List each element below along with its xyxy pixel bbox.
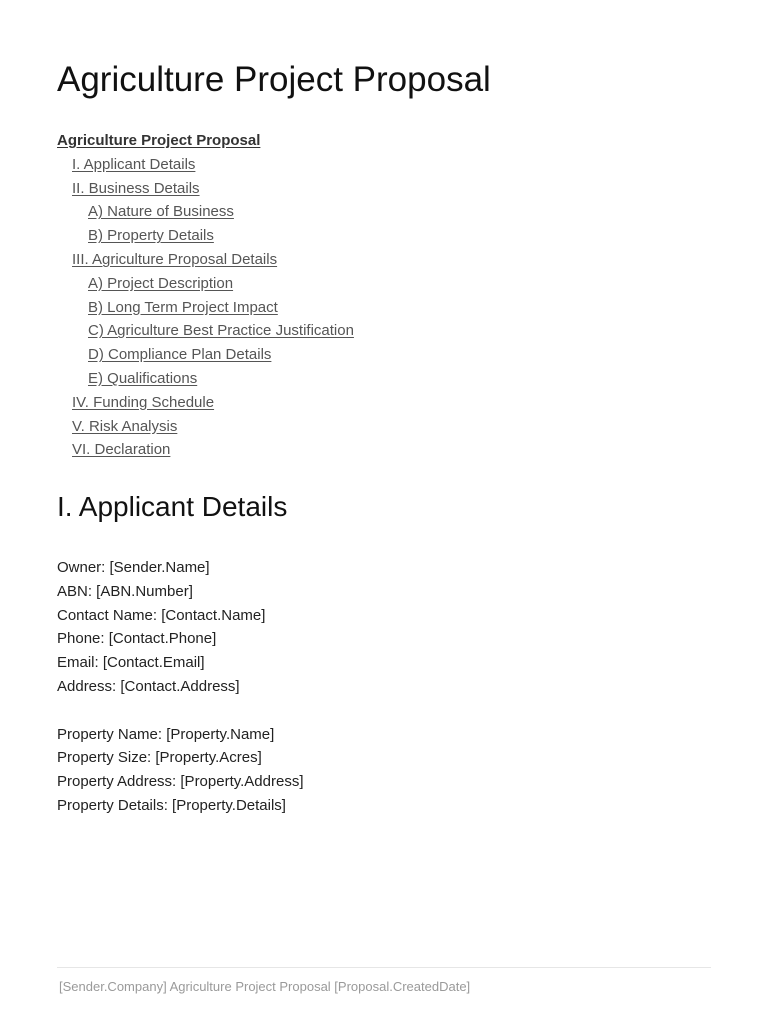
- toc-link-business-details[interactable]: II. Business Details: [72, 179, 200, 197]
- toc-item: [57, 296, 354, 320]
- page-footer: [Sender.Company] Agriculture Project Proposal [Proposal.CreatedDate]: [59, 979, 471, 994]
- toc-link-project-description[interactable]: A) Project Description: [88, 274, 234, 292]
- toc-item: [57, 391, 354, 415]
- toc-link-best-practice-justification[interactable]: C) Agriculture Best Practice Justification: [88, 322, 354, 340]
- document-title: Agriculture Project Proposal: [57, 60, 491, 99]
- toc-link-compliance-plan-details[interactable]: D) Compliance Plan Details: [88, 346, 272, 364]
- toc-item: [57, 248, 354, 272]
- property-address-field: Property Address: [Property.Address]: [57, 773, 304, 791]
- toc-item: [57, 415, 354, 439]
- toc-link-long-term-project-impact[interactable]: B) Long Term Project Impact: [88, 298, 278, 316]
- footer-divider: [57, 967, 711, 968]
- property-name-field: Property Name: [Property.Name]: [57, 725, 275, 743]
- toc-link-agriculture-proposal-details[interactable]: III. Agriculture Proposal Details: [72, 250, 278, 268]
- applicant-details-block: [57, 556, 304, 818]
- toc-item: [57, 438, 354, 462]
- toc-item: [57, 153, 354, 177]
- toc-item: [57, 367, 354, 391]
- toc-link-funding-schedule[interactable]: IV. Funding Schedule: [72, 393, 215, 411]
- toc-link-applicant-details[interactable]: I. Applicant Details: [72, 155, 196, 173]
- address-field: Address: [Contact.Address]: [57, 677, 240, 695]
- toc-item: [57, 224, 354, 248]
- toc-link-nature-of-business[interactable]: A) Nature of Business: [88, 203, 234, 221]
- toc-link-qualifications[interactable]: E) Qualifications: [88, 369, 198, 387]
- toc-item: [57, 319, 354, 343]
- toc-link-risk-analysis[interactable]: V. Risk Analysis: [72, 417, 178, 435]
- property-size-field: Property Size: [Property.Acres]: [57, 749, 262, 767]
- toc-link-declaration[interactable]: VI. Declaration: [72, 441, 171, 459]
- toc-item: [57, 129, 354, 153]
- toc-link-property-details[interactable]: B) Property Details: [88, 227, 214, 245]
- section-heading-applicant-details: I. Applicant Details: [57, 491, 288, 522]
- toc-item: [57, 177, 354, 201]
- toc-item: [57, 272, 354, 296]
- owner-field: Owner: [Sender.Name]: [57, 559, 210, 576]
- phone-field: Phone: [Contact.Phone]: [57, 630, 217, 648]
- spacer: [57, 699, 304, 723]
- property-details-field: Property Details: [Property.Details]: [57, 796, 286, 814]
- toc-link-agriculture-project-proposal[interactable]: Agriculture Project Proposal: [57, 132, 261, 149]
- contact-name-field: Contact Name: [Contact.Name]: [57, 606, 266, 624]
- toc-item: [57, 200, 354, 224]
- table-of-contents: [57, 129, 354, 462]
- toc-item: [57, 343, 354, 367]
- abn-field: ABN: [ABN.Number]: [57, 582, 193, 600]
- email-field: Email: [Contact.Email]: [57, 654, 205, 672]
